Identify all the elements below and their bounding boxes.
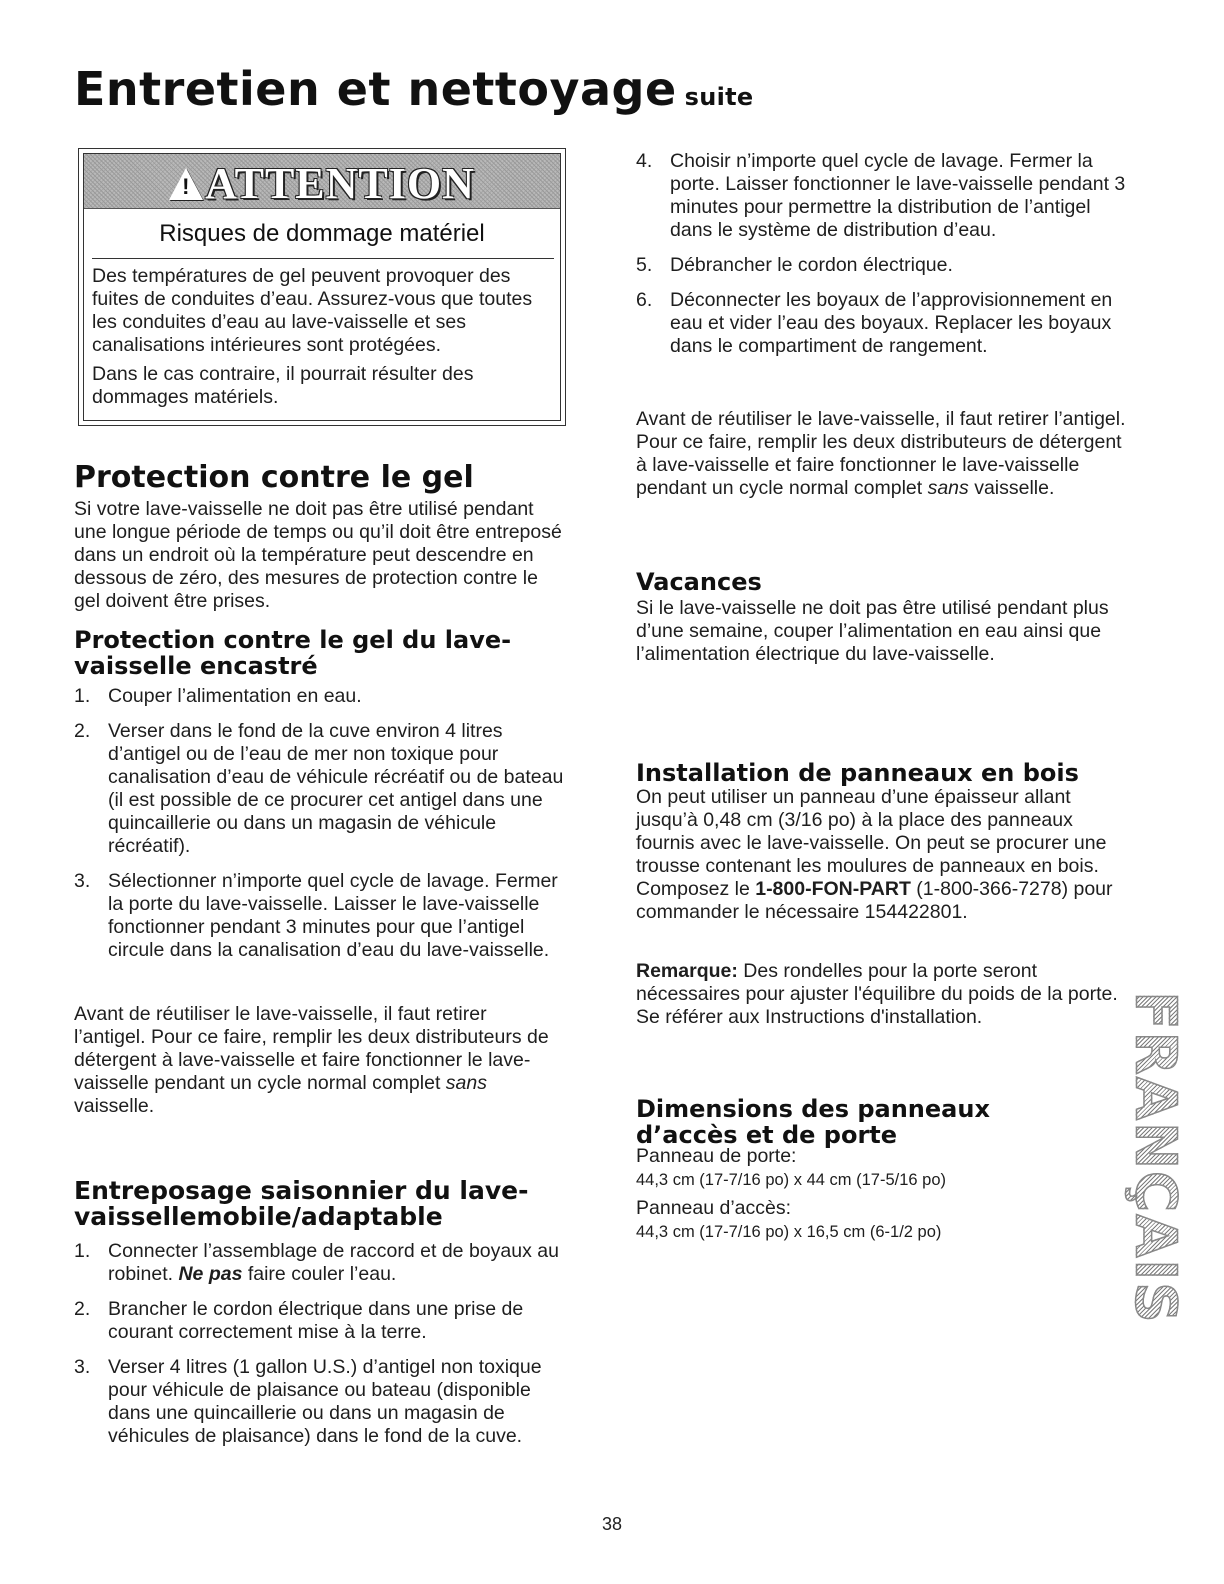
builtin-steps <box>74 685 566 962</box>
freeze-heading: Protection contre le gel <box>74 460 474 495</box>
vacation-heading: Vacances <box>636 568 762 596</box>
attention-banner <box>84 154 560 209</box>
phone-number: 1-800-FON-PART <box>755 878 911 900</box>
list-item: 5. Débrancher le cordon électrique. <box>636 254 953 276</box>
dimensions-heading: Dimensions des panneaux d’accès et de porte <box>636 1095 990 1149</box>
attention-content <box>92 258 554 416</box>
page-title-suffix: suite <box>684 83 754 111</box>
language-side-tab: FRANÇAIS <box>1122 991 1188 1325</box>
list-item: 4. Choisir n’importe quel cycle de lavage. Fermer la porte. Laisser fonctionner le lave-vaisselle pendant 3 minutes pour permettre la distribution de l’antigel dans le système de distribution d’eau. <box>636 150 1126 241</box>
door-panel-label: Panneau de porte: <box>636 1145 797 1167</box>
list-item: 2. Verser dans le fond de la cuve environ 4 litres d’antigel ou de l’eau de mer non toxique pour canalisation d’eau de véhicule récréatif ou de bateau (il est possible de ce procurer cet antigel dans une quincaillerie ou dans un magasin de véhicule récréatif). <box>74 720 564 857</box>
vacation-text: Si le lave-vaisselle ne doit pas être utilisé pendant plus d’une semaine, couper l’alimentation en eau ainsi que l’alimentation électrique du lave-vaisselle. <box>636 597 1109 665</box>
attention-subtitle: Risques de dommage matériel <box>159 220 485 247</box>
storage-after-text: Avant de réutiliser le lave-vaisselle, il faut retirer l’antigel. Pour ce faire, remplir les deux distributeurs de détergent à lave-vaisselle et faire fonctionner le lave-vaisselle pendant un cycle normal complet sans vaisselle. <box>636 408 1126 499</box>
freeze-intro: Si votre lave-vaisselle ne doit pas être utilisé pendant une longue période de temps ou qu’il doit être entreposé dans un endroit où la température peut descendre en dessous de zéro, des mesures de protection contre le gel doivent être prises. <box>74 498 562 612</box>
door-panel-value: 44,3 cm (17-7/16 po) x 44 cm (17-5/16 po) <box>636 1171 946 1189</box>
attention-text: ATTENTION <box>205 159 475 208</box>
list-item: 2. Brancher le cordon électrique dans une prise de courant correctement mise à la terre. <box>74 1298 524 1343</box>
storage-heading: Entreposage saisonnier du lave-vaissellemobile/adaptable <box>74 1176 529 1231</box>
list-item: 3. Sélectionner n’importe quel cycle de lavage. Fermer la porte du lave-vaisselle. Laisser le lave-vaisselle fonctionner pendant 3 minutes pour que l’antigel circule dans la canalisation d’eau du lave-vaisselle. <box>74 870 558 961</box>
list-item: 6. Déconnecter les boyaux de l’approvisionnement en eau et vider l’eau des boyaux. Replacer les boyaux dans le compartiment de rangement. <box>636 289 1113 357</box>
warning-triangle-icon: ! <box>169 168 203 200</box>
wood-panels-heading: Installation de panneaux en bois <box>636 759 1079 787</box>
access-panel-value: 44,3 cm (17-7/16 po) x 16,5 cm (6-1/2 po) <box>636 1223 942 1241</box>
wood-panels-note: Remarque: Des rondelles pour la porte seront nécessaires pour ajuster l'équilibre du poids de la porte. Se référer aux Instructions d'installation. <box>636 960 1118 1028</box>
list-item: 3. Verser 4 litres (1 gallon U.S.) d’antigel non toxique pour véhicule de plaisance ou bateau (disponible dans une quincaillerie ou dans un magasin de véhicules de plaisance) dans le fond de la cuve. <box>74 1356 542 1447</box>
storage-steps-left <box>74 1240 566 1448</box>
dimensions-list <box>636 1145 1116 1245</box>
attention-box <box>78 148 566 426</box>
access-panel-label: Panneau d’accès: <box>636 1197 792 1219</box>
page-title-main: Entretien et nettoyage <box>74 62 677 116</box>
storage-steps-right <box>636 150 1132 358</box>
note-label: Remarque: <box>636 960 738 982</box>
freeze-after-text: Avant de réutiliser le lave-vaisselle, il faut retirer l’antigel. Pour ce faire, remplir les deux distributeurs de détergent à lave-vaisselle et faire fonctionner le lave-vaisselle pendant un cycle normal complet sans vaisselle. <box>74 1003 549 1117</box>
attention-label <box>84 158 560 209</box>
attention-box-inner <box>83 153 561 421</box>
wood-panels-text: On peut utiliser un panneau d’une épaisseur allant jusqu’à 0,48 cm (3/16 po) à la place des panneaux fournis avec le lave-vaisselle. On peut se procurer une trousse contenant les moulures de panneaux en bois. Composez le 1-800-FON-PART (1-800-366-7278) pour commander le nécessaire 154422801. <box>636 786 1113 923</box>
list-item: 1. Couper l’alimentation en eau. <box>74 685 362 707</box>
list-item: 1. Connecter l’assemblage de raccord et de boyaux au robinet. Ne pas faire couler l’eau. <box>74 1240 559 1285</box>
attention-paragraph-1: Des températures de gel peuvent provoquer des fuites de conduites d’eau. Assurez-vous que toutes les conduites d’eau au lave-vaisselle et ses canalisations intérieures sont protégées. <box>92 265 533 356</box>
page-title <box>74 62 754 116</box>
attention-paragraph-2: Dans le cas contraire, il pourrait résulter des dommages matériels. <box>92 363 474 408</box>
builtin-heading: Protection contre le gel du lave-vaisselle encastré <box>74 626 512 680</box>
page-number: 38 <box>601 1514 623 1534</box>
